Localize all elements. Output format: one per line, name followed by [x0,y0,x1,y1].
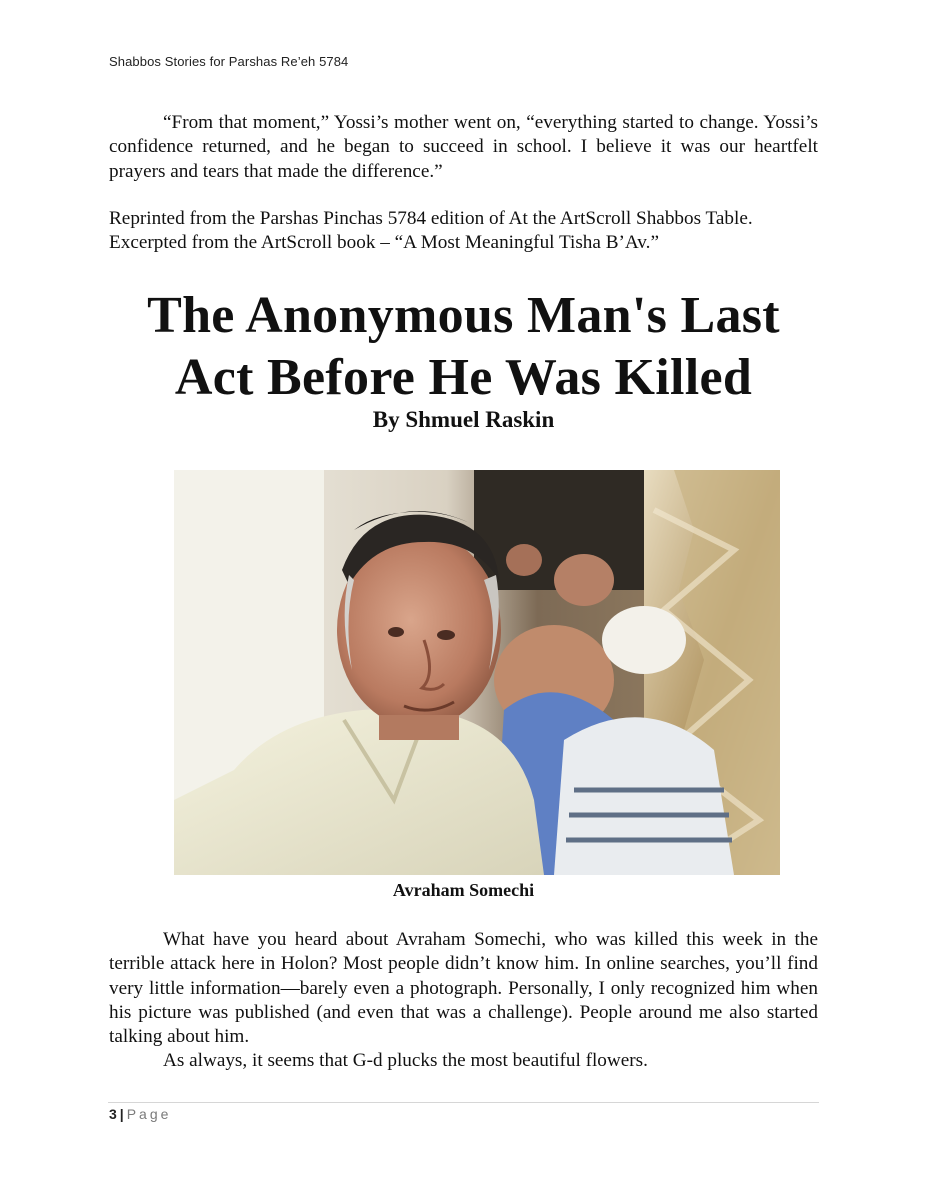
article-paragraph-1: What have you heard about Avraham Somechi, who was killed this week in the terrible attack here in Holon? Most people didn’t know him. In online searches, you’ll find very little information—barely even a photograph. Personally, I only recognized him when his picture was published (and even that was a challenge). People around me also started talking about him. [109,929,818,1048]
article-title [60,285,867,409]
intro-paragraph: “From that moment,” Yossi’s mother went on, “everything started to change. Yossi’s confidence returned, and he began to succeed in school. I believe it was our heartfelt prayers and tears that made the difference.” [109,112,818,182]
running-header: Shabbos Stories for Parshas Re’eh 5784 [109,54,349,69]
credit-line-2: Excerpted from the ArtScroll book – “A Most Meaningful Tisha B’Av.” [109,232,659,254]
article-title-line-1: The Anonymous Man's Last [147,287,780,344]
reprint-credits [109,207,818,256]
portrait-photo-illustration [174,470,780,875]
page-label: Page [126,1106,172,1122]
page-footer [109,1106,171,1122]
photo-caption: Avraham Somechi [392,880,535,900]
article-title-line-2: Act Before He Was Killed [174,349,753,406]
page-number: 3 [109,1106,117,1122]
article-paragraph-2: As always, it seems that G-d plucks the most beautiful flowers. [163,1050,648,1072]
article-body [109,928,818,1074]
intro-section [109,111,818,184]
portrait-photo [174,470,780,875]
footer-separator: | [119,1106,124,1122]
credit-line-1: Reprinted from the Parshas Pinchas 5784 edition of At the ArtScroll Shabbos Table. [109,208,753,229]
article-byline: By Shmuel Raskin [372,407,555,432]
footer-divider [108,1102,819,1103]
